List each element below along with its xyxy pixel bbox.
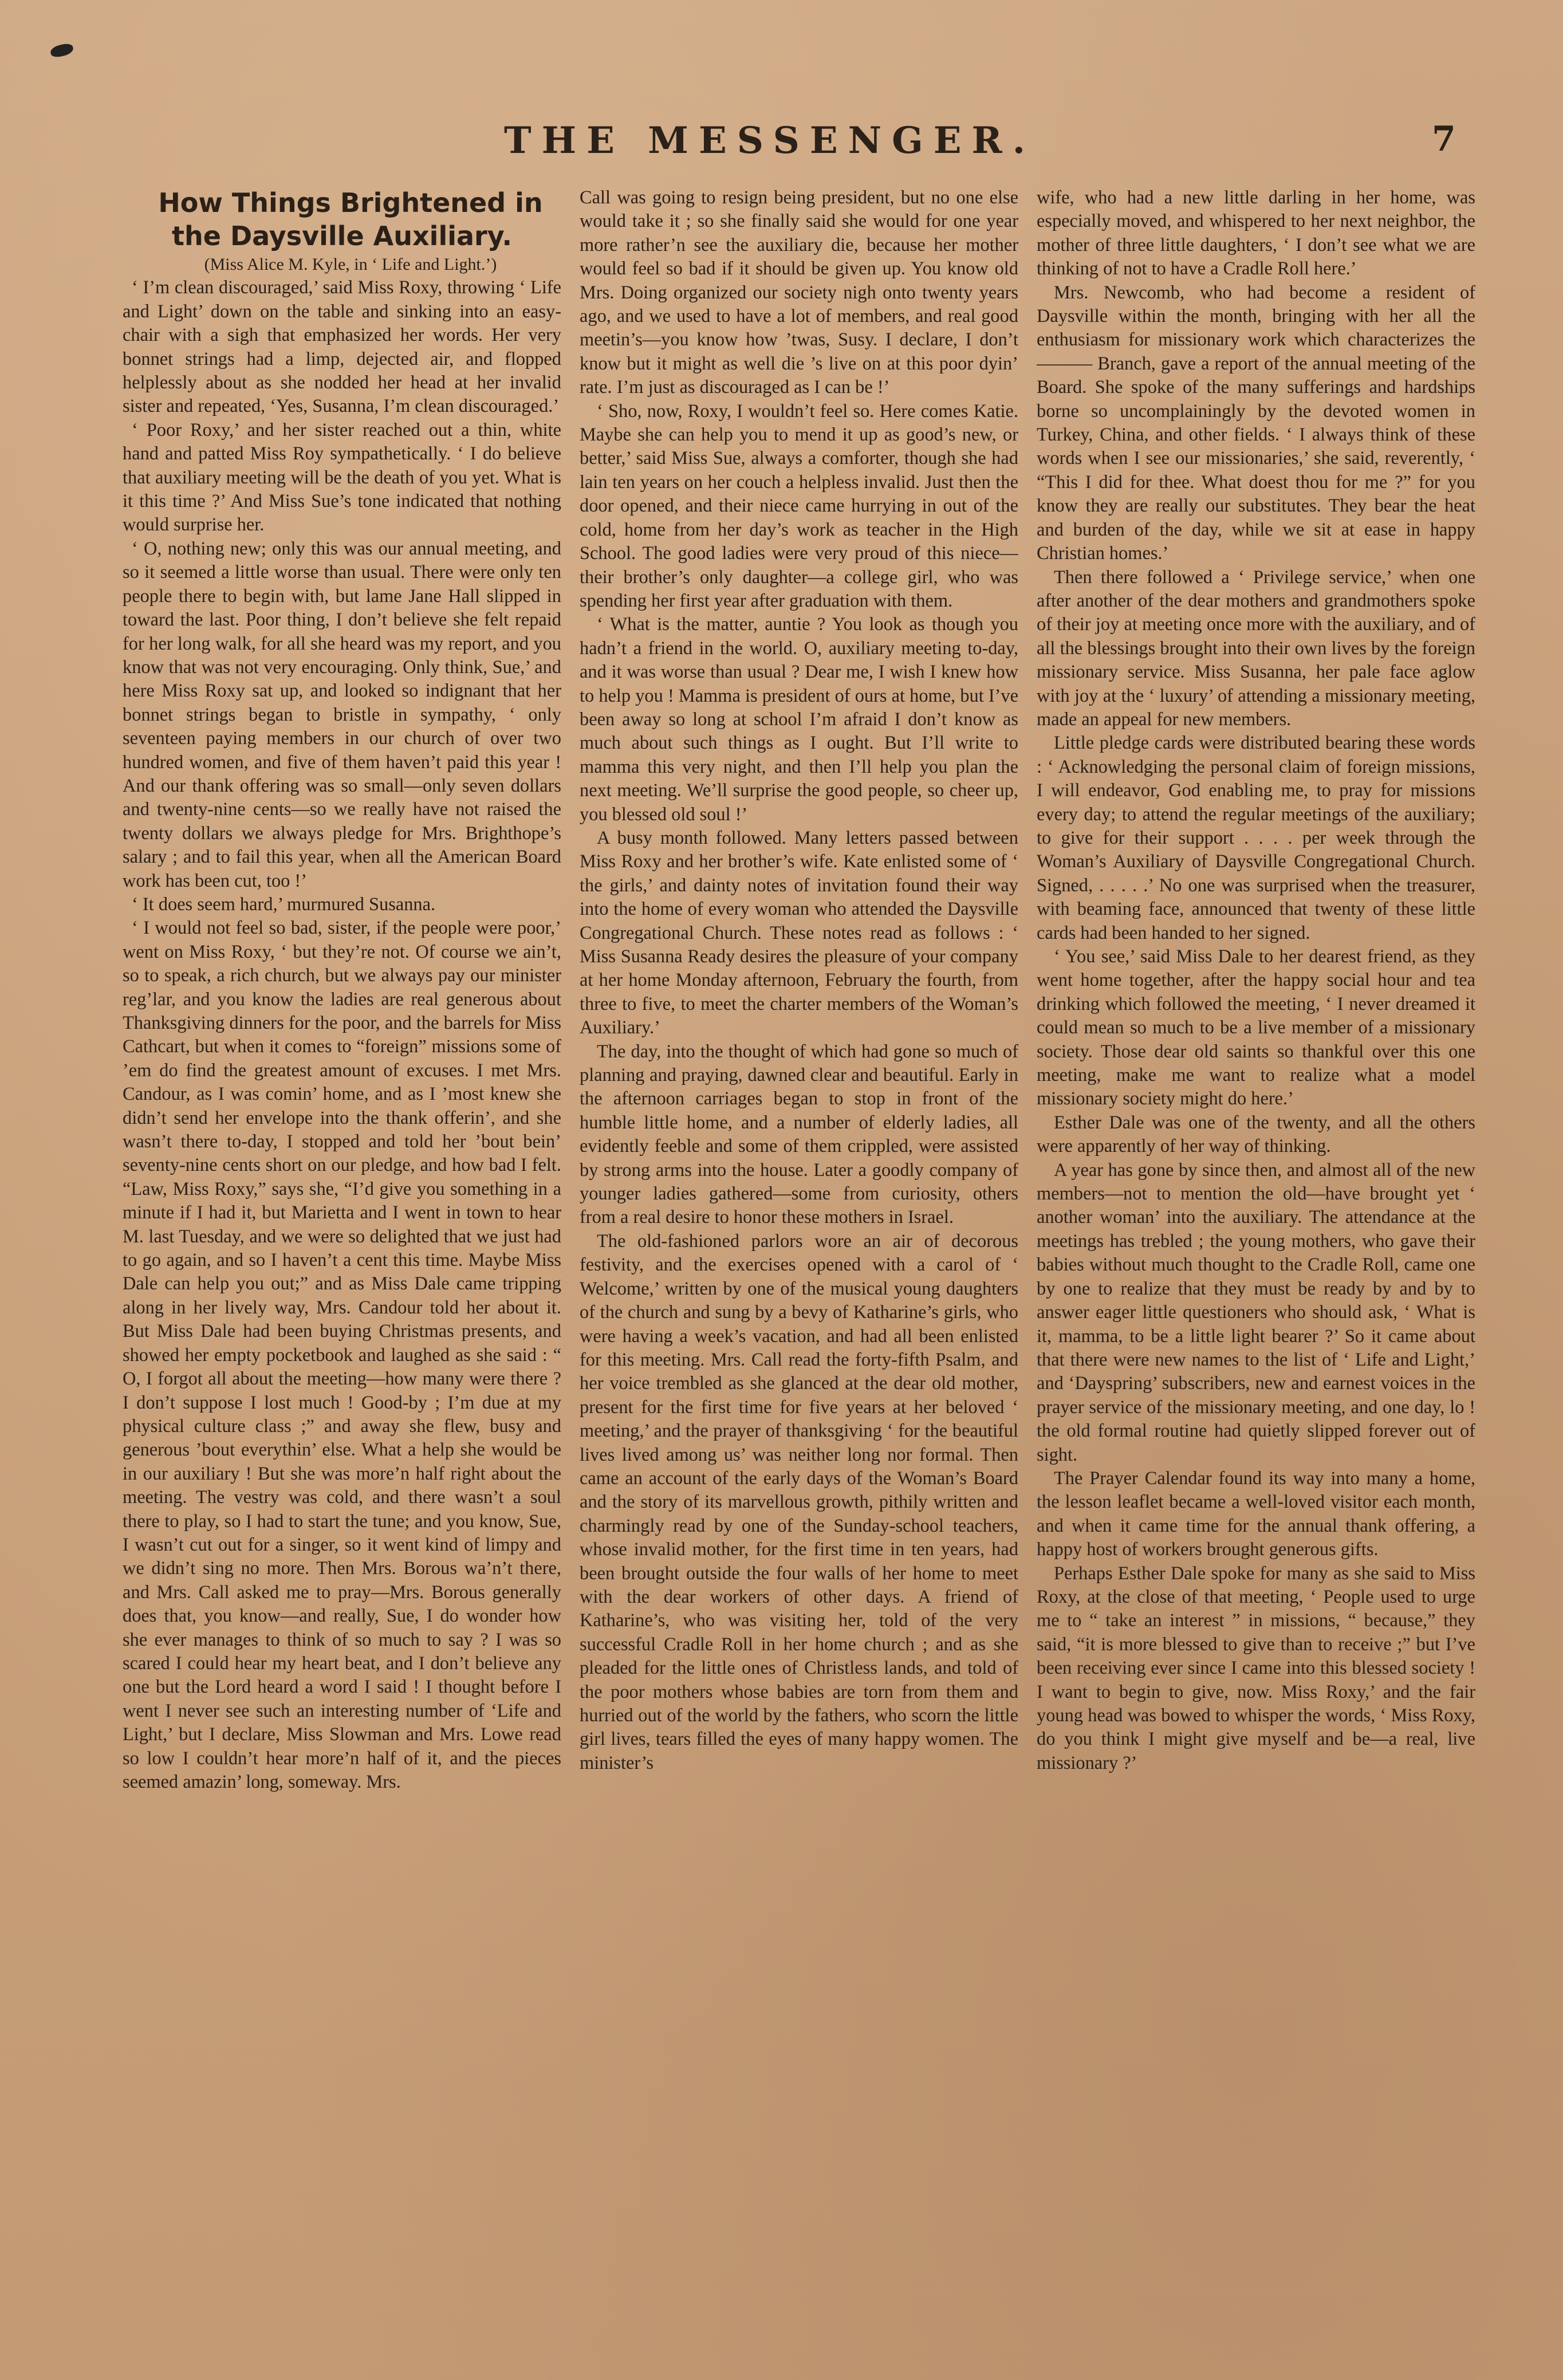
paragraph: Perhaps Esther Dale spoke for many as she said to Miss Roxy, at the close of that meeting, ‘ People used to urge me to “ take an interest ” in missions, “ because,” they said, “it is more blessed to give than to receive ;” but I’ve been receiving ever since I came into this blessed society ! I want to begin to give, now. Miss Roxy,’ and the fair young head was bowed to whisper the words, ‘ Miss Roxy, do you think I might give myself and be—a real, live missionary ?’	[1037, 1563, 1475, 1773]
paragraph: ‘ I would not feel so bad, sister, if the people were poor,’ went on Miss Roxy, ‘ but they’re not. Of course we ain’t, so to speak, a rich church, but we always pay our minister reg’lar, and you know the ladies are real generous about Thanksgiving dinners for the poor, and the barrels for Miss Cathcart, but when it comes to “foreign” missions some of ’em do find the greatest amount of excuses. I met Mrs. Candour, as I was comin’ home, and as I ’most knew she didn’t send her envelope into the thank offerin’, and she wasn’t there to-day, I stopped and told her ’bout bein’ seventy-nine cents short on our pledge, and how bad I felt. “Law, Miss Roxy,” says she, “I’d give you something in a minute if I had it, but Marietta and I went in town to hear M. last Tuesday, and we were so delighted that we just had to go again, and so I haven’t a cent this time. Maybe Miss Dale can help you out;” and as Miss Dale came tripping along in her lively way, Mrs. Candour told her about it. But Miss Dale had been buying Christmas presents, and showed her empty pocketbook and laughed as she said : “ O, I forgot all about the meeting—how many were there ? I don’t suppose I lost much ! Good-by ; I’m due at my physical culture class ;” and away she flew, busy and generous ’bout everythin’ else. What a help she would be in our auxiliary ! But she was more’n half right about the meeting. The vestry was cold, and there wasn’t a soul there to play, so I had to start the tune; and you know, Sue, I wasn’t cut out for a singer, so it went kind of limpy and we didn’t sing no more. Then Mrs. Borous wa’n’t there, and Mrs. Call asked me to pray—Mrs. Borous generally does that, you know—and really, Sue, I do wonder how she ever manages to think of so much to say ? I was so scared I could hear my heart beat, and I don’t believe any one but the Lord heard a word I said ! I thought before I went I never see such an interesting number of ‘Life and Light,’ but I declare, Miss Slowman and Mrs. Lowe read so low I couldn’t hear more’n half of it, and the pieces seemed amazin’ long, someway. Mrs.	[123, 918, 561, 1792]
paragraph: The Prayer Calendar found its way into many a home, the lesson leaflet became a well-loved visitor each month, and when it came time for the annual thank offering, a happy host of workers brought generous gifts.	[1037, 1468, 1475, 1560]
ink-blot	[49, 42, 74, 58]
paragraph: Call was going to resign being president, but no one else would take it ; so she finally said she would for one year more rather’n see the auxiliary die, because her mother would feel so bad if it should be given up. You know old Mrs. Doing organized our society nigh onto twenty years ago, and we used to have a lot of members, and real good meetin’s—you know how ’twas, Susy. I declare, I don’t know but it might as well die ’s live on at this poor dyin’ rate. I’m just as discouraged as I can be !’	[580, 187, 1018, 398]
paragraph: ‘ I’m clean discouraged,’ said Miss Roxy, throwing ‘ Life and Light’ down on the table and sinking into an easy-chair with a sigh that emphasized her words. Her very bonnet strings had a limp, dejected air, and flopped helplessly about as she nodded her head at her invalid sister and repeated, ‘Yes, Susanna, I’m clean discouraged.’	[123, 277, 561, 417]
column-3	[1037, 186, 1475, 2294]
paragraph: Mrs. Newcomb, who had become a resident of Daysville within the month, bringing with her all the enthusiasm for missionary work which characterizes the ——— Branch, gave a report of the annual meeting of the Board. She spoke of the many sufferings and hardships borne so uncomplainingly by the devoted women in Turkey, China, and other fields. ‘ I always think of these words when I see our missionaries,’ she said, reverently, ‘ “This I did for thee. What doest thou for me ?” for you know they are really our substitutes. They bear the heat and burden of the day, while we sit at ease in happy Christian homes.’	[1037, 282, 1475, 564]
paragraph: The day, into the thought of which had gone so much of planning and praying, dawned clear and beautiful. Early in the afternoon carriages began to stop in front of the humble little home, and a number of elderly ladies, all evidently feeble and some of them crippled, were assisted by strong arms into the house. Later a goodly company of younger ladies gathered—some from curiosity, others from a real desire to honor these mothers in Israel.	[580, 1041, 1018, 1228]
paragraph: ‘ You see,’ said Miss Dale to her dearest friend, as they went home together, after the happy social hour and tea drinking which followed the meeting, ‘ I never dreamed it could mean so much to be a live member of a missionary society. Those dear old saints so thankful over this one meeting, make me want to realize what a model missionary society might do here.’	[1037, 946, 1475, 1110]
paragraph: wife, who had a new little darling in her home, was especially moved, and whispered to her next neighbor, the mother of three little daughters, ‘ I don’t see what we are thinking of not to have a Cradle Roll here.’	[1037, 187, 1475, 280]
article-title: How Things Brightened in the Daysville Auxiliary.	[158, 187, 543, 251]
paragraph: Then there followed a ‘ Privilege service,’ when one after another of the dear mothers and grandmothers spoke of their joy at meeting once more with the auxiliary, and of all the blessings brought into their own lives by the foreign missionary service. Miss Susanna, her pale face aglow with joy at the ‘ luxury’ of attending a missionary meeting, made an appeal for new members.	[1037, 567, 1475, 730]
column-1	[123, 186, 561, 2294]
paragraph: ‘ Poor Roxy,’ and her sister reached out a thin, white hand and patted Miss Roy sympathetically. ‘ I do believe that auxiliary meeting will be the death of you yet. What is it this time ?’ And Miss Sue’s tone indicated that nothing would surprise her.	[123, 419, 561, 536]
paragraph: A busy month followed. Many letters passed between Miss Roxy and her brother’s wife. Kate enlisted some of ‘ the girls,’ and dainty notes of invitation found their way into the home of every woman who attended the Daysville Congregational Church. These notes read as follows : ‘ Miss Susanna Ready desires the pleasure of your company at her home Monday afternoon, February the fourth, from three to five, to meet the charter members of the Woman’s Auxiliary.’	[580, 827, 1018, 1038]
paragraph: The old-fashioned parlors wore an air of decorous festivity, and the exercises opened with a carol of ‘ Welcome,’ written by one of the musical young daughters of the church and sung by a bevy of Katharine’s girls, who were having a week’s vacation, and had all been enlisted for this meeting. Mrs. Call read the forty-fifth Psalm, and her voice trembled as she glanced at the dear old mother, present for the first time for five years at her beloved ‘ meeting,’ and the prayer of thanksgiving ‘ for the beautiful lives lived among us’ was neither long nor formal. Then came an account of the early days of the Woman’s Board and the story of its marvellous growth, pithily written and charmingly read by one of the Sunday-school teachers, whose invalid mother, for the first time in ten years, had been brought outside the four walls of her home to meet with the dear workers of other days. A friend of Katharine’s, who was visiting her, told of the very successful Cradle Roll in her home church ; and as she pleaded for the little ones of Christless lands, and told of the poor mothers whose babies are torn from them and hurried out of the world by the fathers, who scorn the little girl lives, tears filled the eyes of many happy women. The minister’s	[580, 1230, 1018, 1773]
column-2	[580, 186, 1018, 2294]
paragraph: ‘ O, nothing new; only this was our annual meeting, and so it seemed a little worse than usual. There were only ten people there to begin with, but lame Jane Hall slipped in toward the last. Poor thing, I don’t believe she felt repaid for her long walk, for all she heard was my report, and you know that was not very encouraging. Only think, Sue,’ and here Miss Roxy sat up, and looked so indignant that her bonnet strings began to bristle in sympathy, ‘ only seventeen paying members in our church of over two hundred women, and five of them haven’t paid this year ! And our thank offering was so small—only seven dollars and twenty-nine cents—so we really have not raised the twenty dollars we always pledge for Mrs. Brighthope’s salary ; and to fail this year, when all the American Board work has been cut, too !’	[123, 538, 561, 891]
masthead	[0, 119, 1563, 171]
article-byline: (Miss Alice M. Kyle, in ‘ Life and Light.’)	[204, 255, 497, 274]
paragraph: ‘ Sho, now, Roxy, I wouldn’t feel so. Here comes Katie. Maybe she can help you to mend it up as good’s new, or better,’ said Miss Sue, always a comforter, though she had lain ten years on her couch a helpless invalid. Just then the door opened, and their niece came hurrying in out of the cold, home from her day’s work as teacher in the High School. The good ladies were very proud of this niece—their brother’s only daughter—a college girl, who was spending her first year after graduation with them.	[580, 400, 1018, 611]
paragraph: Little pledge cards were distributed bearing these words : ‘ Acknowledging the personal claim of foreign missions, I will endeavor, God enabling me, to pray for missions every day; to attend the regular meetings of the auxiliary; to give for their support . . . . per week through the Woman’s Auxiliary of Daysville Congregational Church. Signed, . . . . .’ No one was surprised when the treasurer, with beaming face, announced that twenty of these little cards had been handed to her signed.	[1037, 733, 1475, 943]
paragraph: Esther Dale was one of the twenty, and all the others were apparently of her way of thinking.	[1037, 1112, 1475, 1157]
publication-title: THE MESSENGER.	[504, 119, 1036, 162]
page-number: 7	[1432, 119, 1456, 159]
paragraph: ‘ What is the matter, auntie ? You look as though you hadn’t a friend in the world. O, auxiliary meeting to-day, and it was worse than usual ? Dear me, I wish I knew how to help you ! Mamma is president of ours at home, but I’ve been away so long at school I’m afraid I don’t know as much about such things as I ought. But I’ll write to mamma this very night, and then I’ll help you plan the next meeting. We’ll surprise the good people, so cheer up, you blessed old soul !’	[580, 614, 1018, 825]
paragraph: ‘ It does seem hard,’ murmured Susanna.	[132, 894, 436, 915]
paragraph: A year has gone by since then, and almost all of the new members—not to mention the old—have brought yet ‘ another woman’ into the auxiliary. The attendance at the meetings has trebled ; the young mothers, who gave their babies without much thought to the Cradle Roll, came one by one to realize that they must be ready by and by to answer eager little questioners who should ask, ‘ What is it, mamma, to be a little light bearer ?’ So it came about that there were new names to the list of ‘ Life and Light,’ and ‘Dayspring’ subscribers, new and earnest voices in the prayer service of the missionary meeting, and one day, lo ! the old formal routine had quietly slipped forever out of sight.	[1037, 1159, 1475, 1465]
